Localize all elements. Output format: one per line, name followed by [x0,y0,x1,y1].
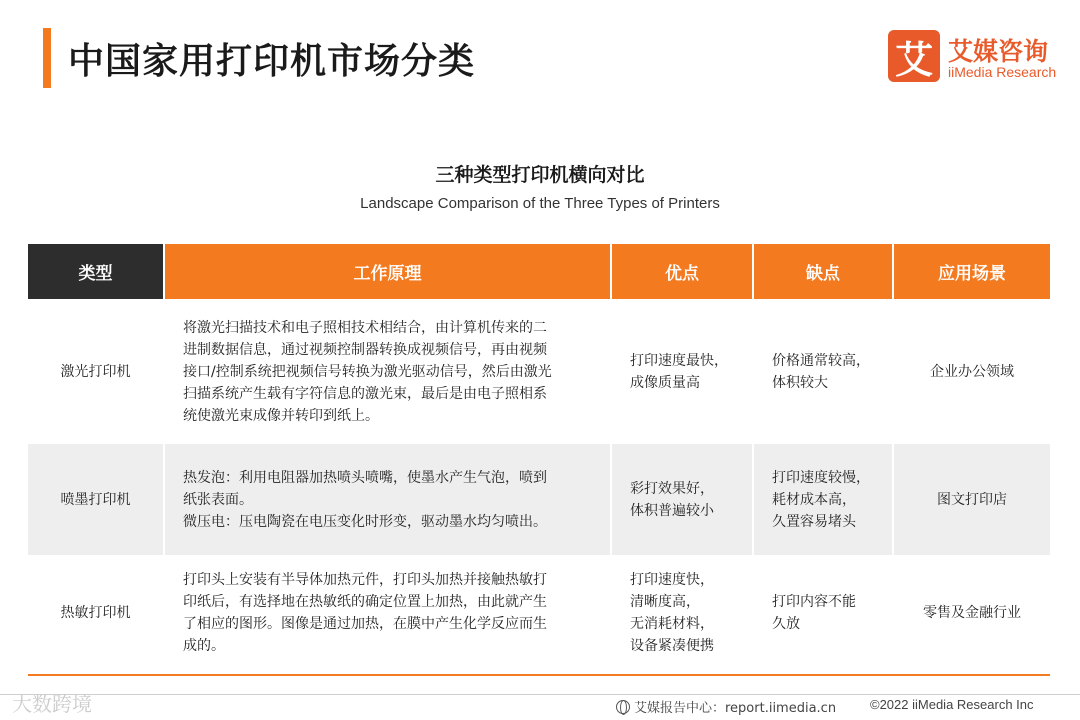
table-row-thermal [28,555,1050,671]
cell-scenario: 零售及金融行业 [894,555,1050,671]
principle-line: 进制数据信息，通过视频控制器转换成视频信号，再由视频 [183,341,547,358]
cons-line: 打印速度较慢， [772,469,870,486]
pros-line: 无消耗材料， [630,616,714,632]
table-bottom-rule [28,674,1050,676]
cell-scenario: 企业办公领域 [894,299,1050,444]
principle-line: 扫描系统产生载有字符信息的激光束，最后是由电子照相系 [183,385,547,402]
cell-type: 喷墨打印机 [28,444,163,555]
pros-line: 打印速度最快， [630,352,728,369]
cell-cons [754,299,892,444]
cons-line: 打印内容不能 [772,594,856,610]
pros-line: 设备紧凑便携 [630,638,714,654]
logo-mark-icon: 艾 [888,30,940,82]
table-title-cn: 三种类型打印机横向对比 [435,164,645,186]
cons-line: 久置容易堵头 [772,513,856,530]
principle-line: 接口/控制系统把视频信号转换为激光驱动信号，然后由激光 [183,363,552,380]
cons-line: 体积较大 [772,374,828,391]
principle-line: 纸张表面。 [183,491,253,508]
cons-line: 耗材成本高， [772,491,856,508]
principle-line: 微压电：压电陶瓷在电压变化时形变，驱动墨水均匀喷出。 [183,513,547,530]
header-cons: 缺点 [754,244,892,299]
title-accent-bar [43,28,51,88]
footer-source-text: 艾媒报告中心：report.iimedia.cn [634,701,837,716]
logo-name-en: iiMedia Research [948,64,1057,80]
cell-principle [165,444,610,555]
cell-scenario: 图文打印店 [894,444,1050,555]
cell-type: 激光打印机 [28,299,163,444]
table-title-en: Landscape Comparison of the Three Types of Printers [360,195,720,212]
page-title: 中国家用打印机市场分类 [68,41,476,82]
pros-line: 成像质量高 [630,374,700,391]
principle-line: 热发泡：利用电阻器加热喷头喷嘴，使墨水产生气泡，喷到 [183,469,547,486]
cell-cons [754,555,892,671]
comparison-table [28,244,1050,671]
principle-line: 成的。 [183,638,225,654]
table-row-inkjet [28,444,1050,555]
pros-line: 打印速度快， [630,572,714,588]
cell-principle [165,555,610,671]
cell-cons [754,444,892,555]
principle-line: 打印头上安装有半导体加热元件，打印头加热并接触热敏打 [183,572,547,588]
cons-line: 价格通常较高， [772,352,870,369]
header-scenario: 应用场景 [894,244,1050,299]
table-row-laser [28,299,1050,444]
header-principle: 工作原理 [165,244,610,299]
principle-line: 了相应的图形。图像是通过加热，在膜中产生化学反应而生 [183,616,547,632]
cell-type: 热敏打印机 [28,555,163,671]
cell-pros [612,444,752,555]
cons-line: 久放 [772,616,800,632]
logo-name-cn: 艾媒咨询 [948,37,1049,66]
header-pros: 优点 [612,244,752,299]
cell-pros [612,555,752,671]
cell-pros [612,299,752,444]
pros-line: 彩打效果好， [630,480,714,497]
footer-source [616,697,836,716]
watermark: 大数跨境 [12,692,92,716]
cell-principle [165,299,610,444]
pros-line: 体积普遍较小 [630,502,714,519]
pros-line: 清晰度高， [630,594,700,610]
brand-logo [888,30,1064,86]
footer-copyright: ©2022 iiMedia Research Inc [870,697,1034,712]
header-type: 类型 [28,244,163,299]
table-header-row [28,244,1050,299]
principle-line: 统使激光束成像并转印到纸上。 [183,407,379,424]
principle-line: 印纸后，有选择地在热敏纸的确定位置上加热，由此就产生 [183,594,547,610]
principle-line: 将激光扫描技术和电子照相技术相结合，由计算机传来的二 [183,319,547,336]
footer-divider [0,694,1080,695]
globe-icon [616,700,630,714]
